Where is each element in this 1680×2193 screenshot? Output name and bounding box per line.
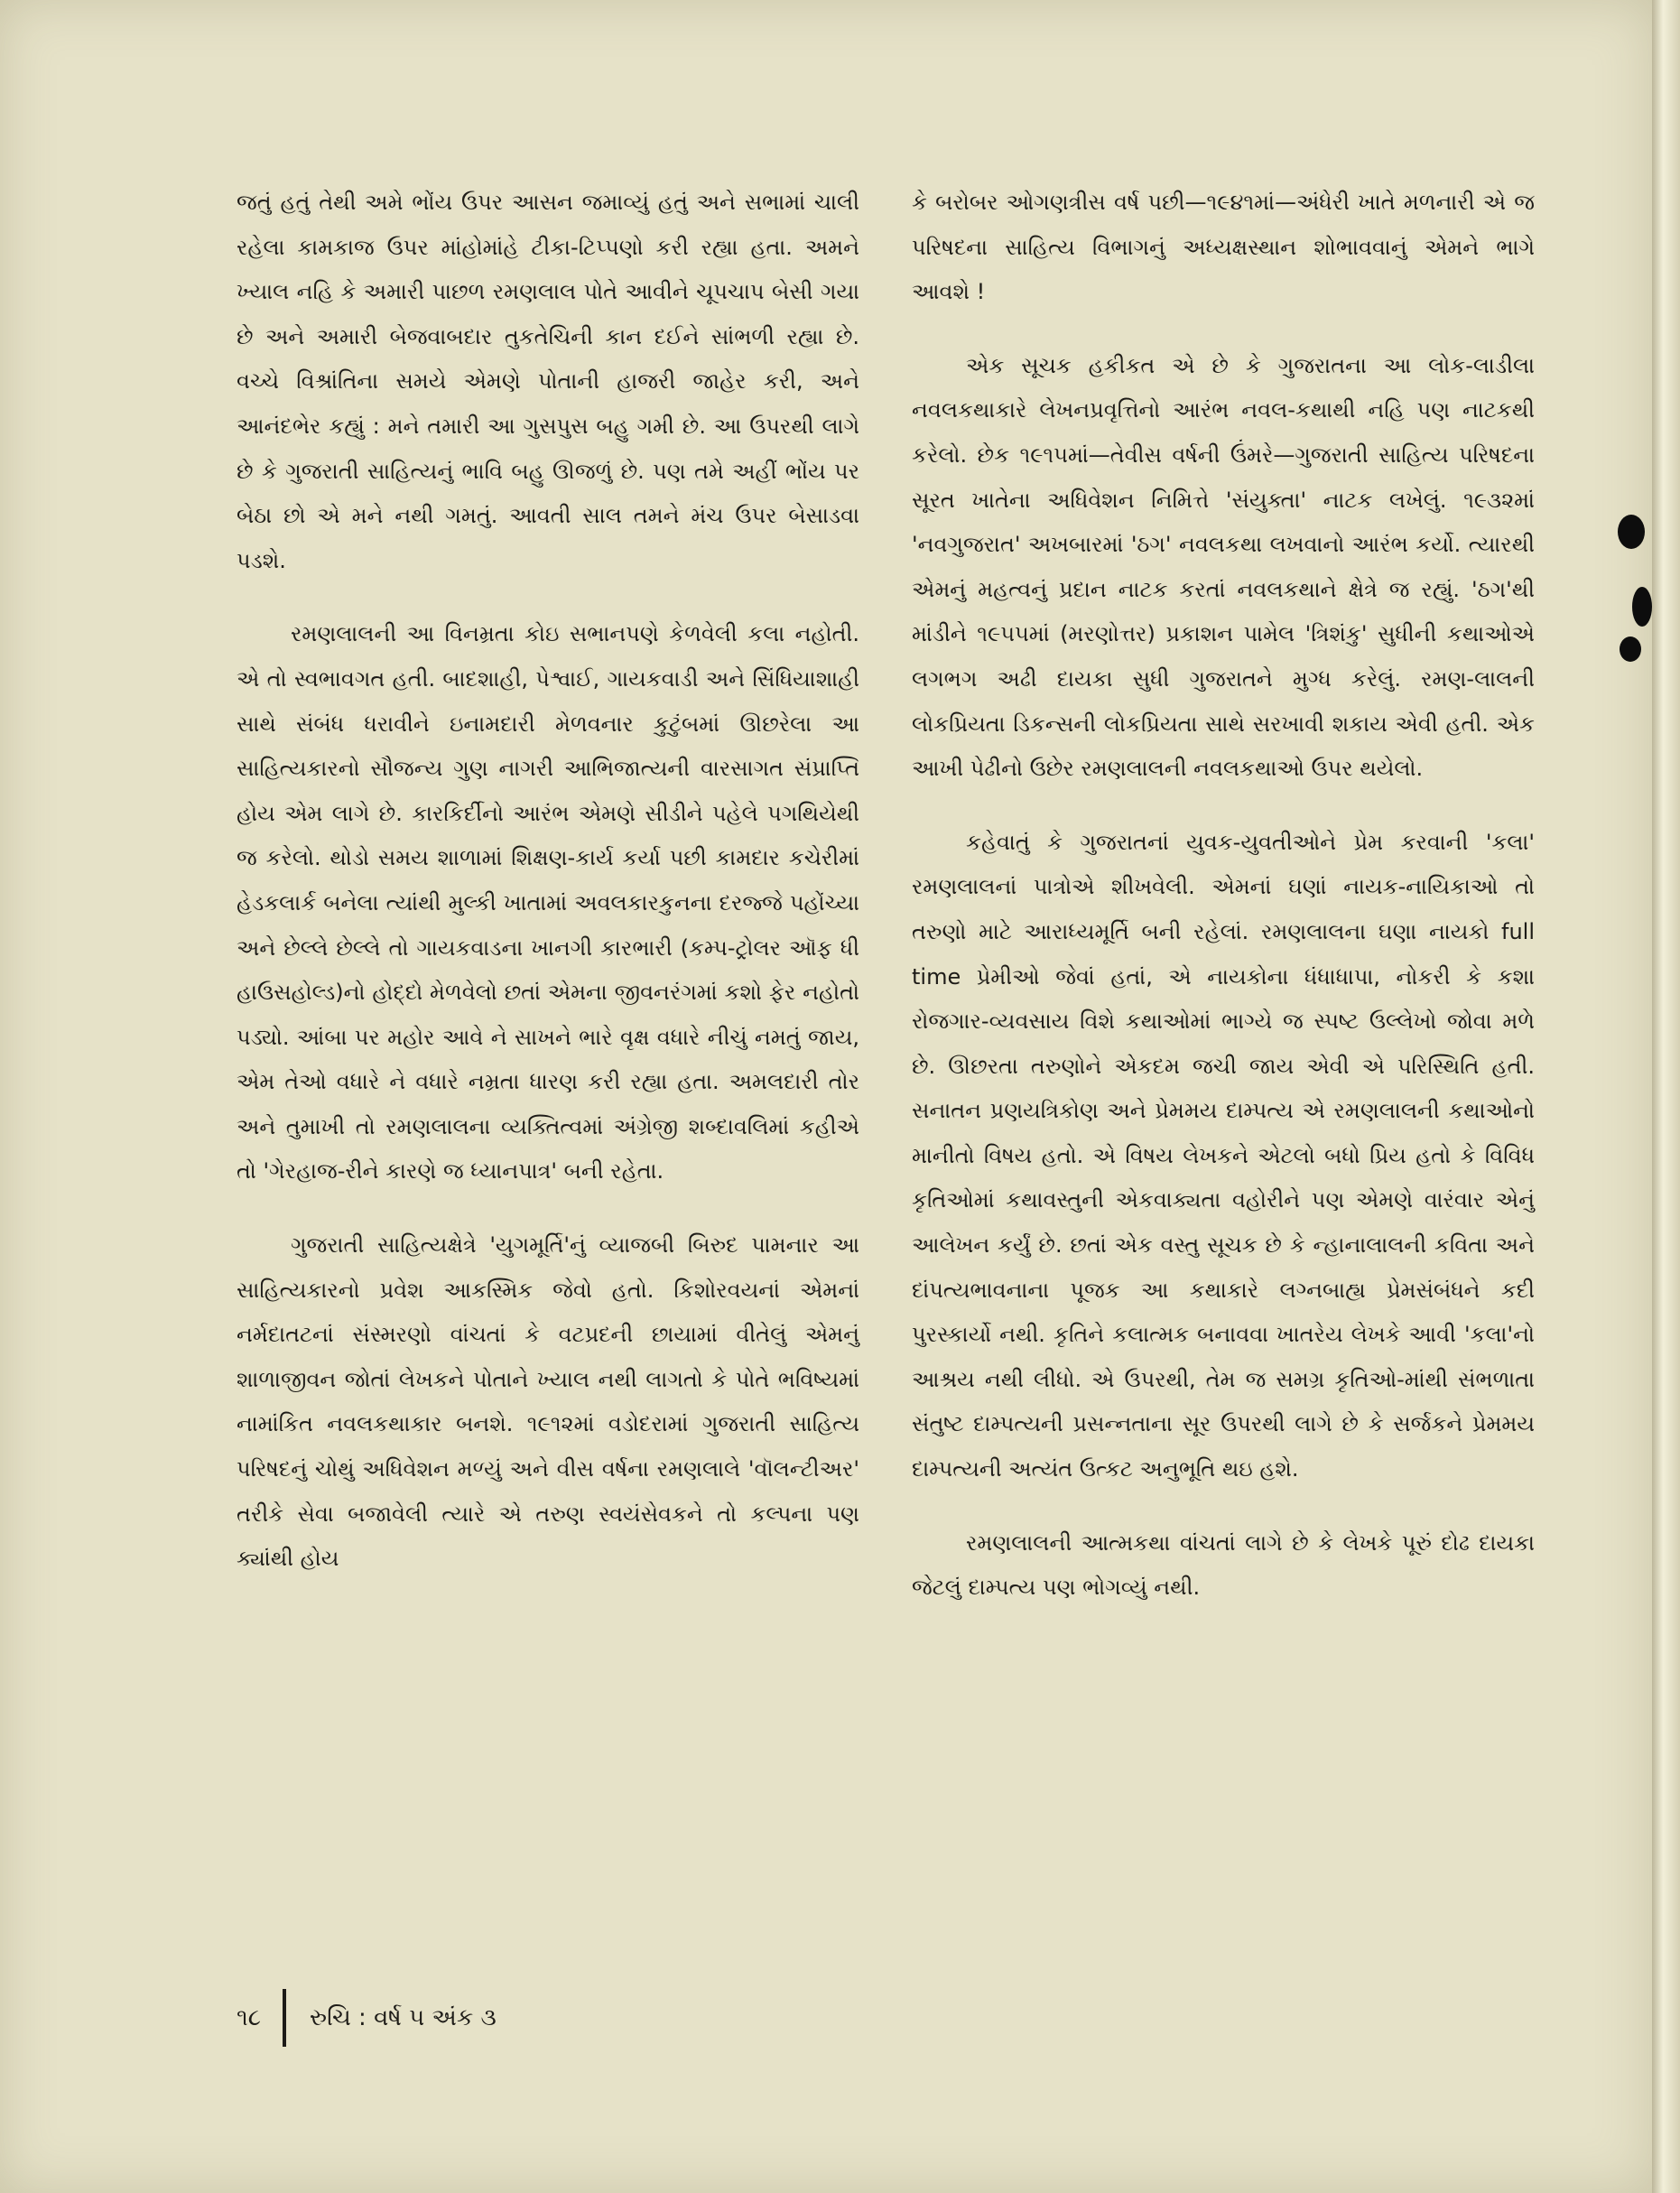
- right-text-column: [912, 181, 1535, 1640]
- punch-hole: [1618, 515, 1645, 549]
- page-footer: [237, 1991, 497, 2045]
- paragraph: કે બરોબર ઓગણત્રીસ વર્ષ પછી—૧૯૪૧માં—અંધેરી ખાતે મળનારી એ જ પરિષદના સાહિત્ય વિભાગનું અધ્યક્ષસ્થાન શોભાવવાનું એમને ભાગે આવશે !: [912, 190, 1535, 305]
- footer-divider: [283, 1989, 286, 2047]
- punch-hole: [1632, 587, 1652, 627]
- left-text-column: [237, 181, 859, 1611]
- page-edge: [1652, 0, 1680, 2193]
- journal-issue: રુચિ : વર્ષ ૫ અંક ૩: [310, 2003, 497, 2031]
- paragraph: રમણલાલની આ વિનમ્રતા કોઇ સભાનપણે કેળવેલી કલા નહોતી. એ તો સ્વભાવગત હતી. બાદશાહી, પેશ્વાઈ, ગાયકવાડી અને સિંધિયાશાહી સાથે સંબંધ ધરાવીને ઇનામદારી મેળવનાર કુટુંબમાં ઊછરેલા આ સાહિત્યકારનો સૌજન્ય ગુણ નાગરી આભિજાત્યની વારસાગત સંપ્રાપ્તિ હોય એમ લાગે છે. કારકિર્દીનો આરંભ એમણે સીડીને પહેલે પગથિયેથી જ કરેલો. થોડો સમય શાળામાં શિક્ષણ-કાર્ય કર્યા પછી કામદાર કચેરીમાં હેડકલાર્ક બનેલા ત્યાંથી મુલ્કી ખાતામાં અવલકારકુનના દરજ્જે પહોંચ્યા અને છેલ્લે છેલ્લે તો ગાયકવાડના ખાનગી કારભારી (કમ્પ-ટ્રોલર ઑફ ધી હાઉસહોલ્ડ)નો હોદ્દો મેળવેલો છતાં એમના જીવનરંગમાં કશો ફેર નહોતો પડ્યો. આંબા પર મહોર આવે ને સાખને ભારે વૃક્ષ વધારે નીચું નમતું જાય, એમ તેઓ વધારે ને વધારે નમ્રતા ધારણ કરી રહ્યા હતા. અમલદારી તોર અને તુમાખી તો રમણલાલના વ્યક્તિત્વમાં અંગ્રેજી શબ્દાવલિમાં કહીએ તો 'ગેરહાજ-રીને કારણે જ ધ્યાનપાત્ર' બની રહેતા.: [237, 621, 859, 1185]
- paragraph: રમણલાલની આત્મકથા વાંચતાં લાગે છે કે લેખકે પૂરું દોઢ દાયકા જેટલું દામ્પત્ય પણ ભોગવ્યું નથી.: [912, 1529, 1535, 1601]
- paragraph: જતું હતું તેથી અમે ભોંય ઉપર આસન જમાવ્યું હતું અને સભામાં ચાલી રહેલા કામકાજ ઉપર માંહોમાંહે ટીકા-ટિપ્પણો કરી રહ્યા હતા. અમને ખ્યાલ નહિ કે અમારી પાછળ રમણલાલ પોતે આવીને ચૂપચાપ બેસી ગયા છે અને અમારી બેજવાબદાર તુકતેચિની કાન દઈને સાંભળી રહ્યા છે. વચ્ચે વિશ્રાંતિના સમયે એમણે પોતાની હાજરી જાહેર કરી, અને આનંદભેર કહ્યું : મને તમારી આ ગુસપુસ બહુ ગમી છે. આ ઉપરથી લાગે છે કે ગુજરાતી સાહિત્યનું ભાવિ બહુ ઊજળું છે. પણ તમે અહીં ભોંય પર બેઠા છો એ મને નથી ગમતું. આવતી સાલ તમને મંચ ઉપર બેસાડવા પડશે.: [237, 190, 859, 573]
- page-number: ૧૮: [237, 2003, 262, 2031]
- punch-hole: [1620, 637, 1641, 662]
- paragraph: કહેવાતું કે ગુજરાતનાં યુવક-યુવતીઓને પ્રેમ કરવાની 'કલા' રમણલાલનાં પાત્રોએ શીખવેલી. એમનાં ઘણાં નાયક-નાયિકાઓ તો તરુણો માટે આરાધ્યમૂર્તિ બની રહેલાં. રમણલાલના ઘણા નાયકો full time પ્રેમીઓ જેવાં હતાં, એ નાયકોના ધંધાધાપા, નોકરી કે કશા રોજગાર-વ્યવસાય વિશે કથાઓમાં ભાગ્યે જ સ્પષ્ટ ઉલ્લેખો જોવા મળે છે. ઊછરતા તરુણોને એકદમ જચી જાય એવી એ પરિસ્થિતિ હતી. સનાતન પ્રણયત્રિકોણ અને પ્રેમમય દામ્પત્ય એ રમણલાલની કથાઓનો માનીતો વિષય હતો. એ વિષય લેખકને એટલો બધો પ્રિય હતો કે વિવિધ કૃતિઓમાં કથાવસ્તુની એકવાક્યતા વહોરીને પણ એમણે વારંવાર એનું આલેખન કર્યું છે. છતાં એક વસ્તુ સૂચક છે કે ન્હાનાલાલની કવિતા અને દાંપત્યભાવનાના પૂજક આ કથાકારે લગ્નબાહ્ય પ્રેમસંબંધને કદી પુરસ્કાર્યો નથી. કૃતિને કલાત્મક બનાવવા ખાતરેય લેખકે આવી 'કલા'નો આશ્રય નથી લીધો. એ ઉપરથી, તેમ જ સમગ્ર કૃતિઓ-માંથી સંભળાતા સંતુષ્ટ દામ્પત્યની પ્રસન્નતાના સૂર ઉપરથી લાગે છે કે સર્જકને પ્રેમમય દામ્પત્યની અત્યંત ઉત્કટ અનુભૂતિ થઇ હશે.: [912, 829, 1535, 1482]
- paragraph: ગુજરાતી સાહિત્યક્ષેત્રે 'યુગમૂર્તિ'નું વ્યાજબી બિરુદ પામનાર આ સાહિત્યકારનો પ્રવેશ આકસ્મિક જેવો હતો. કિશોરવયનાં એમનાં નર્મદાતટનાં સંસ્મરણો વાંચતાં કે વટપ્રદની છાયામાં વીતેલું એમનું શાળાજીવન જોતાં લેખકને પોતાને ખ્યાલ નથી લાગતો કે પોતે ભવિષ્યમાં નામાંકિત નવલકથાકાર બનશે. ૧૯૧૨માં વડોદરામાં ગુજરાતી સાહિત્ય પરિષદનું ચોથું અધિવેશન મળ્યું અને વીસ વર્ષના રમણલાલે 'વૉલન્ટીઅર' તરીકે સેવા બજાવેલી ત્યારે એ તરુણ સ્વયંસેવકને તો કલ્પના પણ ક્યાંથી હોય: [237, 1232, 859, 1572]
- paragraph: એક સૂચક હકીકત એ છે કે ગુજરાતના આ લોક-લાડીલા નવલકથાકારે લેખનપ્રવૃત્તિનો આરંભ નવલ-કથાથી નહિ પણ નાટકથી કરેલો. છેક ૧૯૧૫માં—તેવીસ વર્ષની ઉંમરે—ગુજરાતી સાહિત્ય પરિષદના સૂરત ખાતેના અધિવેશન નિમિત્તે 'સંયુક્તા' નાટક લખેલું. ૧૯૩૨માં 'નવગુજરાત' અખબારમાં 'ઠગ' નવલકથા લખવાનો આરંભ કર્યો. ત્યારથી એમનું મહત્વનું પ્રદાન નાટક કરતાં નવલકથાને ક્ષેત્રે જ રહ્યું. 'ઠગ'થી માંડીને ૧૯૫૫માં (મરણોત્તર) પ્રકાશન પામેલ 'ત્રિશંકુ' સુધીની કથાઓએ લગભગ અઢી દાયકા સુધી ગુજરાતને મુગ્ધ કરેલું. રમણ-લાલની લોકપ્રિયતા ડિકન્સની લોકપ્રિયતા સાથે સરખાવી શકાય એવી હતી. એક આખી પેઢીનો ઉછેર રમણલાલની નવલકથાઓ ઉપર થયેલો.: [912, 352, 1535, 782]
